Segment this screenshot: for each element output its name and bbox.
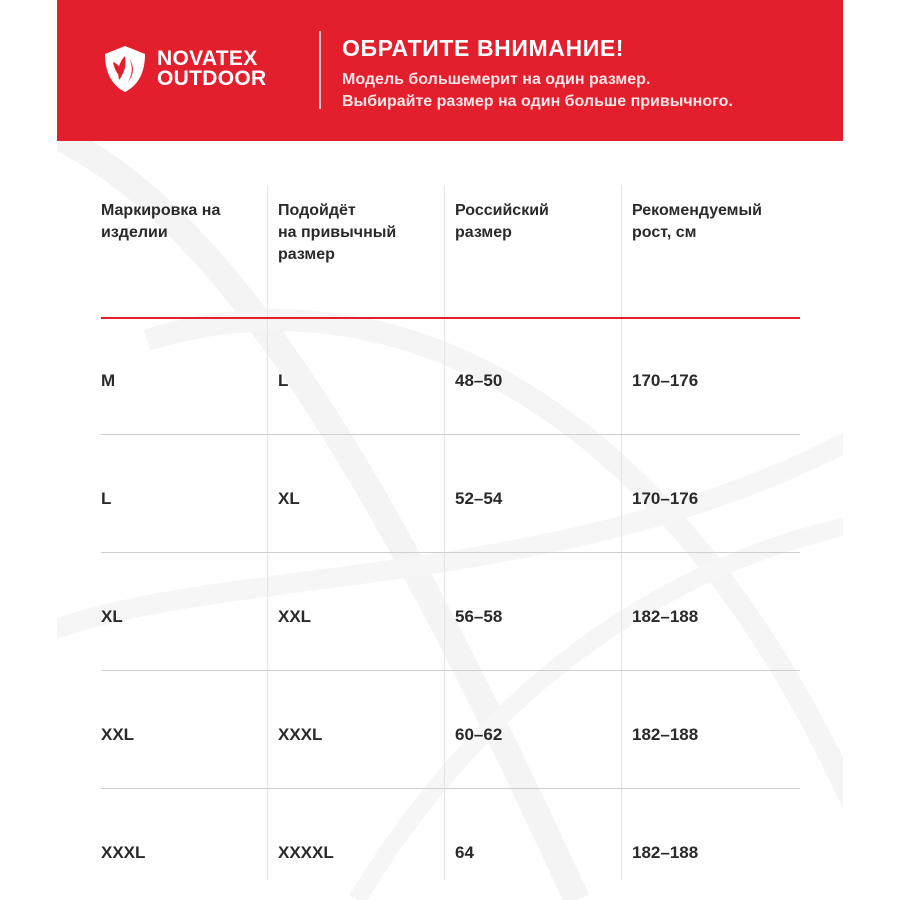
header-text: размер (455, 224, 512, 241)
brand-wordmark (157, 49, 266, 89)
table-row (101, 789, 800, 900)
cell-marking: M (101, 371, 116, 390)
header-text: изделии (101, 224, 168, 241)
notice-block (342, 34, 733, 113)
header-text: размер (278, 246, 335, 263)
header-text: Российский (455, 202, 549, 219)
cell-russian-size: 56–58 (455, 607, 503, 626)
brand-line2: OUTDOOR (157, 67, 267, 90)
cell-russian-size: 52–54 (455, 489, 503, 508)
cell-marking: L (101, 489, 112, 508)
brand-logo (101, 44, 266, 94)
table-row (101, 671, 800, 789)
cell-russian-size: 48–50 (455, 371, 503, 390)
cell-usual-size: L (278, 371, 289, 390)
header-divider (319, 31, 321, 109)
novatex-emblem-icon (101, 44, 149, 94)
cell-marking: XL (101, 607, 123, 626)
header-text: Рекомендуемый (632, 202, 762, 219)
header-cell-height (632, 200, 762, 244)
cell-usual-size: XXXL (278, 725, 323, 744)
header-cell-russian-size (455, 200, 549, 244)
table-row (101, 553, 800, 671)
cell-height: 182–188 (632, 725, 699, 744)
table-header (101, 185, 800, 317)
header-text: Подойдёт (278, 202, 356, 219)
cell-height: 170–176 (632, 489, 699, 508)
size-chart-card (57, 0, 843, 900)
notice-line-2: Выбирайте размер на один больше привычного. (342, 93, 733, 110)
cell-russian-size: 64 (455, 843, 474, 862)
cell-russian-size: 60–62 (455, 725, 503, 744)
header-banner (57, 0, 843, 141)
notice-title: ОБРАТИТЕ ВНИМАНИЕ! (342, 35, 625, 61)
size-table (101, 185, 800, 900)
notice-line-1: Модель большемерит на один размер. (342, 71, 651, 88)
cell-height: 182–188 (632, 607, 699, 626)
cell-marking: XXXL (101, 843, 146, 862)
brand-line1: NOVATEX (157, 47, 258, 70)
header-text: Маркировка на (101, 202, 221, 219)
cell-usual-size: XXXXL (278, 843, 334, 862)
header-cell-marking (101, 200, 220, 244)
header-text: рост, см (632, 224, 697, 241)
table-row (101, 435, 800, 553)
cell-height: 182–188 (632, 843, 699, 862)
cell-marking: XXL (101, 725, 135, 744)
header-text: на привычный (278, 224, 397, 241)
header-cell-usual-size (278, 200, 396, 266)
cell-height: 170–176 (632, 371, 699, 390)
cell-usual-size: XL (278, 489, 300, 508)
table-row (101, 317, 800, 435)
cell-usual-size: XXL (278, 607, 312, 626)
